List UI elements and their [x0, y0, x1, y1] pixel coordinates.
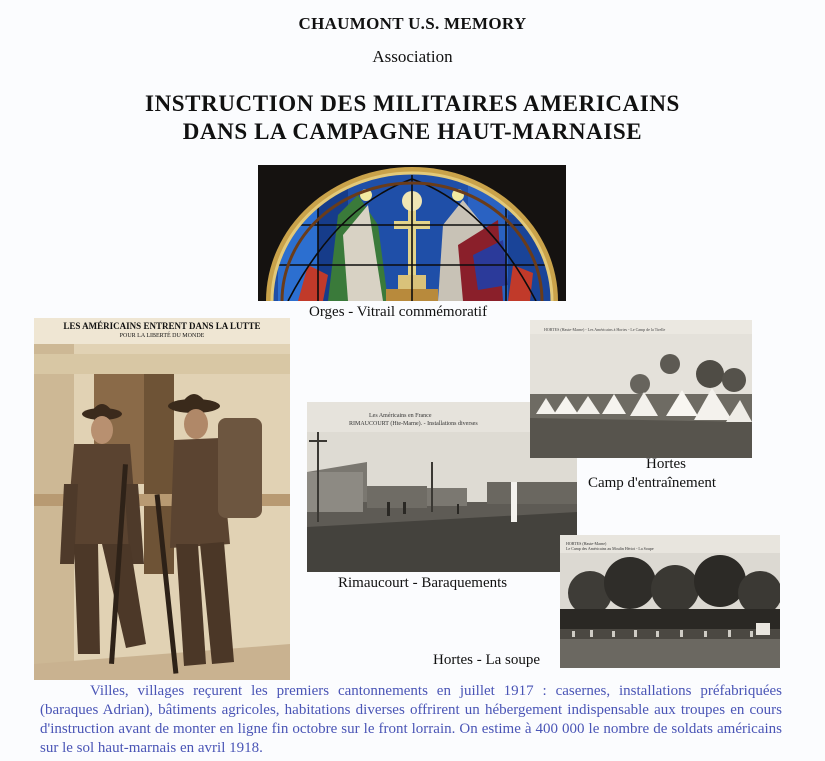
soldiers-illustration: [34, 344, 290, 680]
caption-rimaucourt: Rimaucourt - Baraquements: [338, 575, 508, 591]
postcard-soldiers-photo: [34, 318, 290, 680]
hortes-camp-photo: [530, 320, 752, 458]
soupe-illustration: [560, 553, 780, 668]
caption-hortes-camp-line1: Hortes: [646, 456, 686, 472]
title-line-2: DANS LA CAMPAGNE HAUT-MARNAISE: [182, 119, 643, 144]
rimaucourt-card-text: [349, 412, 549, 428]
camp-card-line1: HORTES (Haute-Marne) - Les Américains à Hortes - Le Camp de la Tirelle: [544, 327, 666, 332]
rimaucourt-card-line2: RIMAUCOURT (Hte-Marne). - Installations diverses: [349, 421, 478, 427]
title-line-1: INSTRUCTION DES MILITAIRES AMERICAINS: [145, 91, 680, 116]
caption-hortes-camp-line2: Camp d'entraînement: [587, 475, 717, 491]
rimaucourt-card-line1: Les Américains en France: [369, 413, 432, 419]
postcard-banner: [34, 318, 290, 344]
soupe-card-text: [566, 541, 776, 551]
stained-glass-photo: [258, 165, 566, 301]
postcard-banner-line1: LES AMÉRICAINS ENTRENT DANS LA LUTTE: [63, 321, 261, 331]
caption-orges: Orges - Vitrail commémoratif: [309, 304, 488, 320]
soupe-card-line2: Le Camp des Américains au Moulin Hériot - La Soupe: [566, 546, 654, 551]
hortes-soupe-photo: [560, 535, 780, 668]
stained-glass-illustration: [258, 165, 566, 301]
soupe-card-line1: HORTES (Haute-Marne): [566, 541, 607, 546]
organization-subtitle: Association: [372, 47, 453, 66]
body-paragraph: Villes, villages reçurent les premiers cantonnements en juillet 1917 : casernes, installations préfabriquées (baraques Adrian), bâtiments agricoles, habitations diverses offrirent un hébergement indispensable aux troupes en cours d'instruction avant de monter en ligne fin octobre sur le front lorrain. On estime à 400 000 le nombre de soldats américains sur le sol haut-marnais en avril 1918.: [40, 683, 782, 756]
page-title: [0, 90, 825, 146]
caption-hortes-soupe: Hortes - La soupe: [433, 652, 541, 668]
organization-name: CHAUMONT U.S. MEMORY: [298, 14, 527, 33]
caption-hortes-camp: [552, 455, 752, 493]
camp-illustration: [530, 334, 752, 458]
postcard-banner-line2: POUR LA LIBERTÉ DU MONDE: [119, 333, 205, 339]
